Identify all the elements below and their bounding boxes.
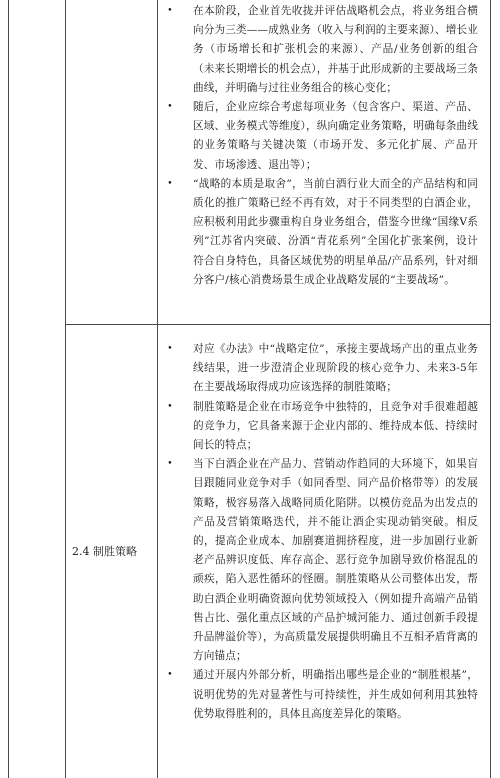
- row2-content-cell: [167, 340, 478, 724]
- list-item: [167, 98, 478, 175]
- table-border-right: [490, 0, 491, 778]
- bullet-text: 制胜策略是企业在市场竞争中独特的，且竞争对手很难超越的竞争力，它具备来源于企业内部的、维持成本低、持续时间长的特点；: [193, 400, 478, 452]
- list-item: [167, 340, 478, 398]
- bullet-text: 随后，企业应综合考虑每项业务（包含客户、渠道、产品、区域、业务模式等维度），纵向确定业务策略，明确每条曲线的业务策略与关键决策（市场开发、多元化扩展、产品开发、市场渗透、退出等）；: [193, 101, 478, 171]
- bullet-text: 对应《办法》中“战略定位”，承接主要战场产出的重点业务线结果，进一步澄清企业现阶段的核心竞争力、未来3-5年在主要战场取得成功应该选择的制胜策略；: [193, 343, 478, 394]
- bullet-icon: •: [167, 670, 173, 681]
- row2-bullet-list: [167, 340, 478, 724]
- list-item: [167, 2, 478, 98]
- bullet-icon: •: [167, 344, 173, 354]
- table-border-left: [8, 0, 9, 778]
- row1-label-cell: [66, 0, 157, 324]
- bullet-text: 当下白酒企业在产品力、营销动作趋同的大环境下，如果盲目跟随同业竞争对手（如同香型、同产品价格带等）的发展策略，极容易落入战略同质化陷阱。以模仿竞品为出发点的产品及营销策略迭代，并不能让酒企实现动销突破。相反的，提高企业成本、加剧赛道拥挤程度，进一步加剧行业新老产品辨识度低、库存高企、恶行竞争加剧导致价格混乱的顽疾，陷入恶性循环的怪圈。制胜策略从公司整体出发，帮助白酒企业明确资源向优势领域投入（例如提升高端产品销售占比、强化重点区域的产品护城河能力、通过创新手段提升品牌溢价等），为高质量发展提供明确且不互相矛盾背离的方向锚点；: [193, 458, 478, 663]
- list-item: [167, 398, 478, 456]
- list-item: [167, 666, 478, 724]
- bullet-text: 在本阶段，企业首先收拢并评估战略机会点，将业务组合横向分为三类——成熟业务（收入与利润的主要来源）、增长业务（市场增长和扩张机会的来源）、产品/业务创新的组合（未来长期增长的机会点），并基于此形成新的主要战场三条曲线，并明确与过往业务组合的核心变化；: [193, 5, 478, 94]
- row-divider: [65, 324, 490, 325]
- bullet-icon: •: [167, 178, 173, 189]
- list-item: [167, 175, 478, 290]
- row2-label-cell: [72, 540, 156, 561]
- column-divider: [157, 0, 158, 778]
- bullet-icon: •: [167, 401, 173, 412]
- row1-bullet-list: [167, 2, 478, 290]
- bullet-text: 通过开展内外部分析，明确指出哪些是企业的“制胜根基”，说明优势的先对显著性与可持续性，并生成如何利用其独特优势取得胜利的，具体且高度差异化的策略。: [193, 669, 478, 720]
- row2-label: 2.4 制胜策略: [72, 545, 137, 558]
- list-item: [167, 455, 478, 666]
- bullet-icon: •: [167, 102, 173, 113]
- bullet-icon: •: [167, 459, 173, 470]
- row1-content-cell: [167, 2, 478, 290]
- bullet-text: “战略的本质是取舍”，当前白酒行业大而全的产品结构和同质化的推广策略已经不再有效，对于不同类型的白酒企业，应积极利用此步骤重构自身业务组合，借鉴今世缘“国缘Ⅴ系列”江苏省内突破、汾酒“青花系列”全国化扩张案例，设计符合自身特色，具备区域优势的明星单品/产品系列，针对细分客户/核心消费场景生成企业战略发展的“主要战场”。: [193, 177, 478, 286]
- bullet-icon: •: [167, 6, 173, 16]
